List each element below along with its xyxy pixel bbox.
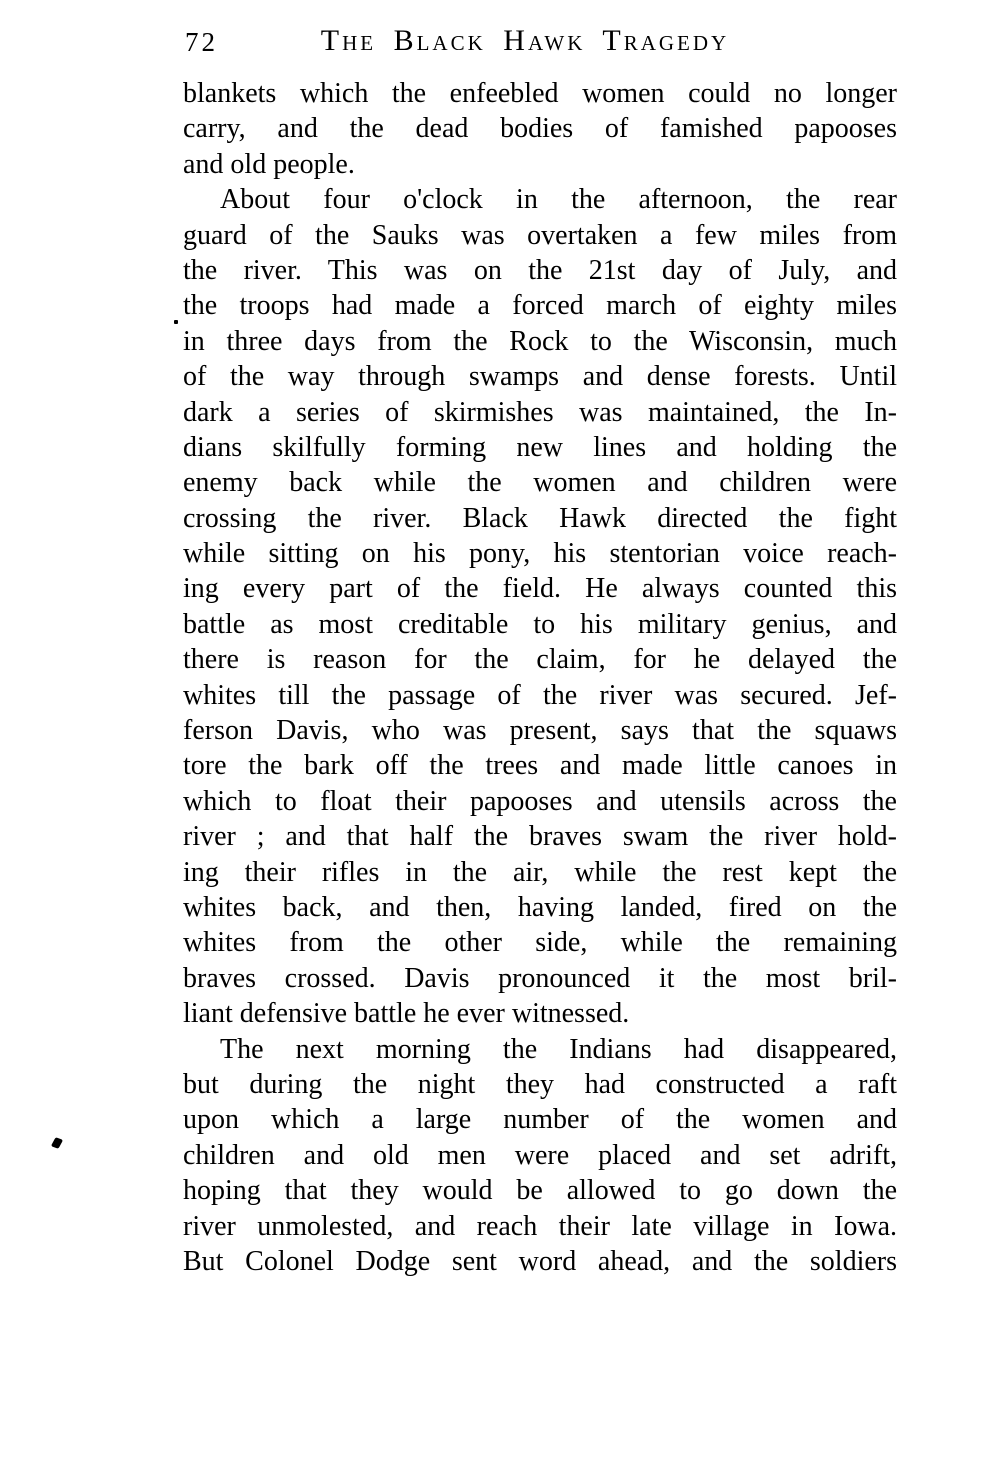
text-line: upon which a large number of the women and — [183, 1104, 897, 1136]
text-line: of the way through swamps and dense forests. Until — [183, 361, 897, 393]
page-number: 72 — [185, 27, 218, 57]
text-line: carry, and the dead bodies of famished papooses — [183, 113, 897, 145]
text-line: blankets which the enfeebled women could no longer — [183, 78, 897, 109]
text-line: battle as most creditable to his military genius, and — [183, 608, 897, 640]
text-line: braves crossed. Davis pronounced it the most bril- — [183, 962, 897, 994]
text-line: hoping that they would be allowed to go down the — [183, 1175, 897, 1207]
text-line: and old people. — [183, 148, 355, 180]
running-head-title: The Black Hawk Tragedy — [320, 24, 730, 57]
text-line: But Colonel Dodge sent word ahead, and the soldiers — [183, 1245, 897, 1277]
body-text — [183, 76, 897, 1279]
text-line: but during the night they had constructed a raft — [183, 1068, 897, 1100]
text-line: enemy back while the women and children were — [183, 467, 897, 499]
text-line: guard of the Sauks was overtaken a few miles from — [183, 219, 897, 251]
text-line: ing their rifles in the air, while the rest kept the — [183, 856, 897, 888]
text-line: while sitting on his pony, his stentorian voice reach- — [183, 538, 897, 570]
text-line: tore the bark off the trees and made little canoes in — [183, 750, 897, 782]
text-line: the troops had made a forced march of eighty miles — [183, 290, 897, 322]
text-line: whites from the other side, while the remaining — [183, 927, 897, 959]
text-line: river ; and that half the braves swam the river hold- — [183, 821, 897, 853]
text-line: whites back, and then, having landed, fired on the — [183, 891, 897, 923]
text-line: dark a series of skirmishes was maintained, the In- — [183, 396, 897, 428]
text-line: The next morning the Indians had disappeared, — [220, 1033, 897, 1065]
text-line: river unmolested, and reach their late village in Iowa. — [183, 1210, 897, 1242]
scan-speck — [51, 1137, 63, 1149]
text-line: ferson Davis, who was present, says that the squaws — [183, 715, 897, 747]
text-line: children and old men were placed and set adrift, — [183, 1139, 897, 1171]
text-line: whites till the passage of the river was secured. Jef- — [183, 679, 897, 711]
text-line: the river. This was on the 21st day of July, and — [183, 254, 897, 286]
text-line: liant defensive battle he ever witnessed. — [183, 998, 630, 1030]
text-line: which to float their papooses and utensils across the — [183, 785, 897, 817]
text-line: there is reason for the claim, for he delayed the — [183, 644, 897, 676]
page-header — [183, 24, 897, 60]
text-line: dians skilfully forming new lines and holding the — [183, 431, 897, 463]
text-line: in three days from the Rock to the Wisconsin, much — [183, 325, 897, 357]
text-line: ing every part of the field. He always counted this — [183, 573, 897, 605]
text-line: crossing the river. Black Hawk directed the fight — [183, 502, 897, 534]
scan-speck — [174, 320, 178, 324]
text-line: About four o'clock in the afternoon, the rear — [220, 184, 897, 216]
